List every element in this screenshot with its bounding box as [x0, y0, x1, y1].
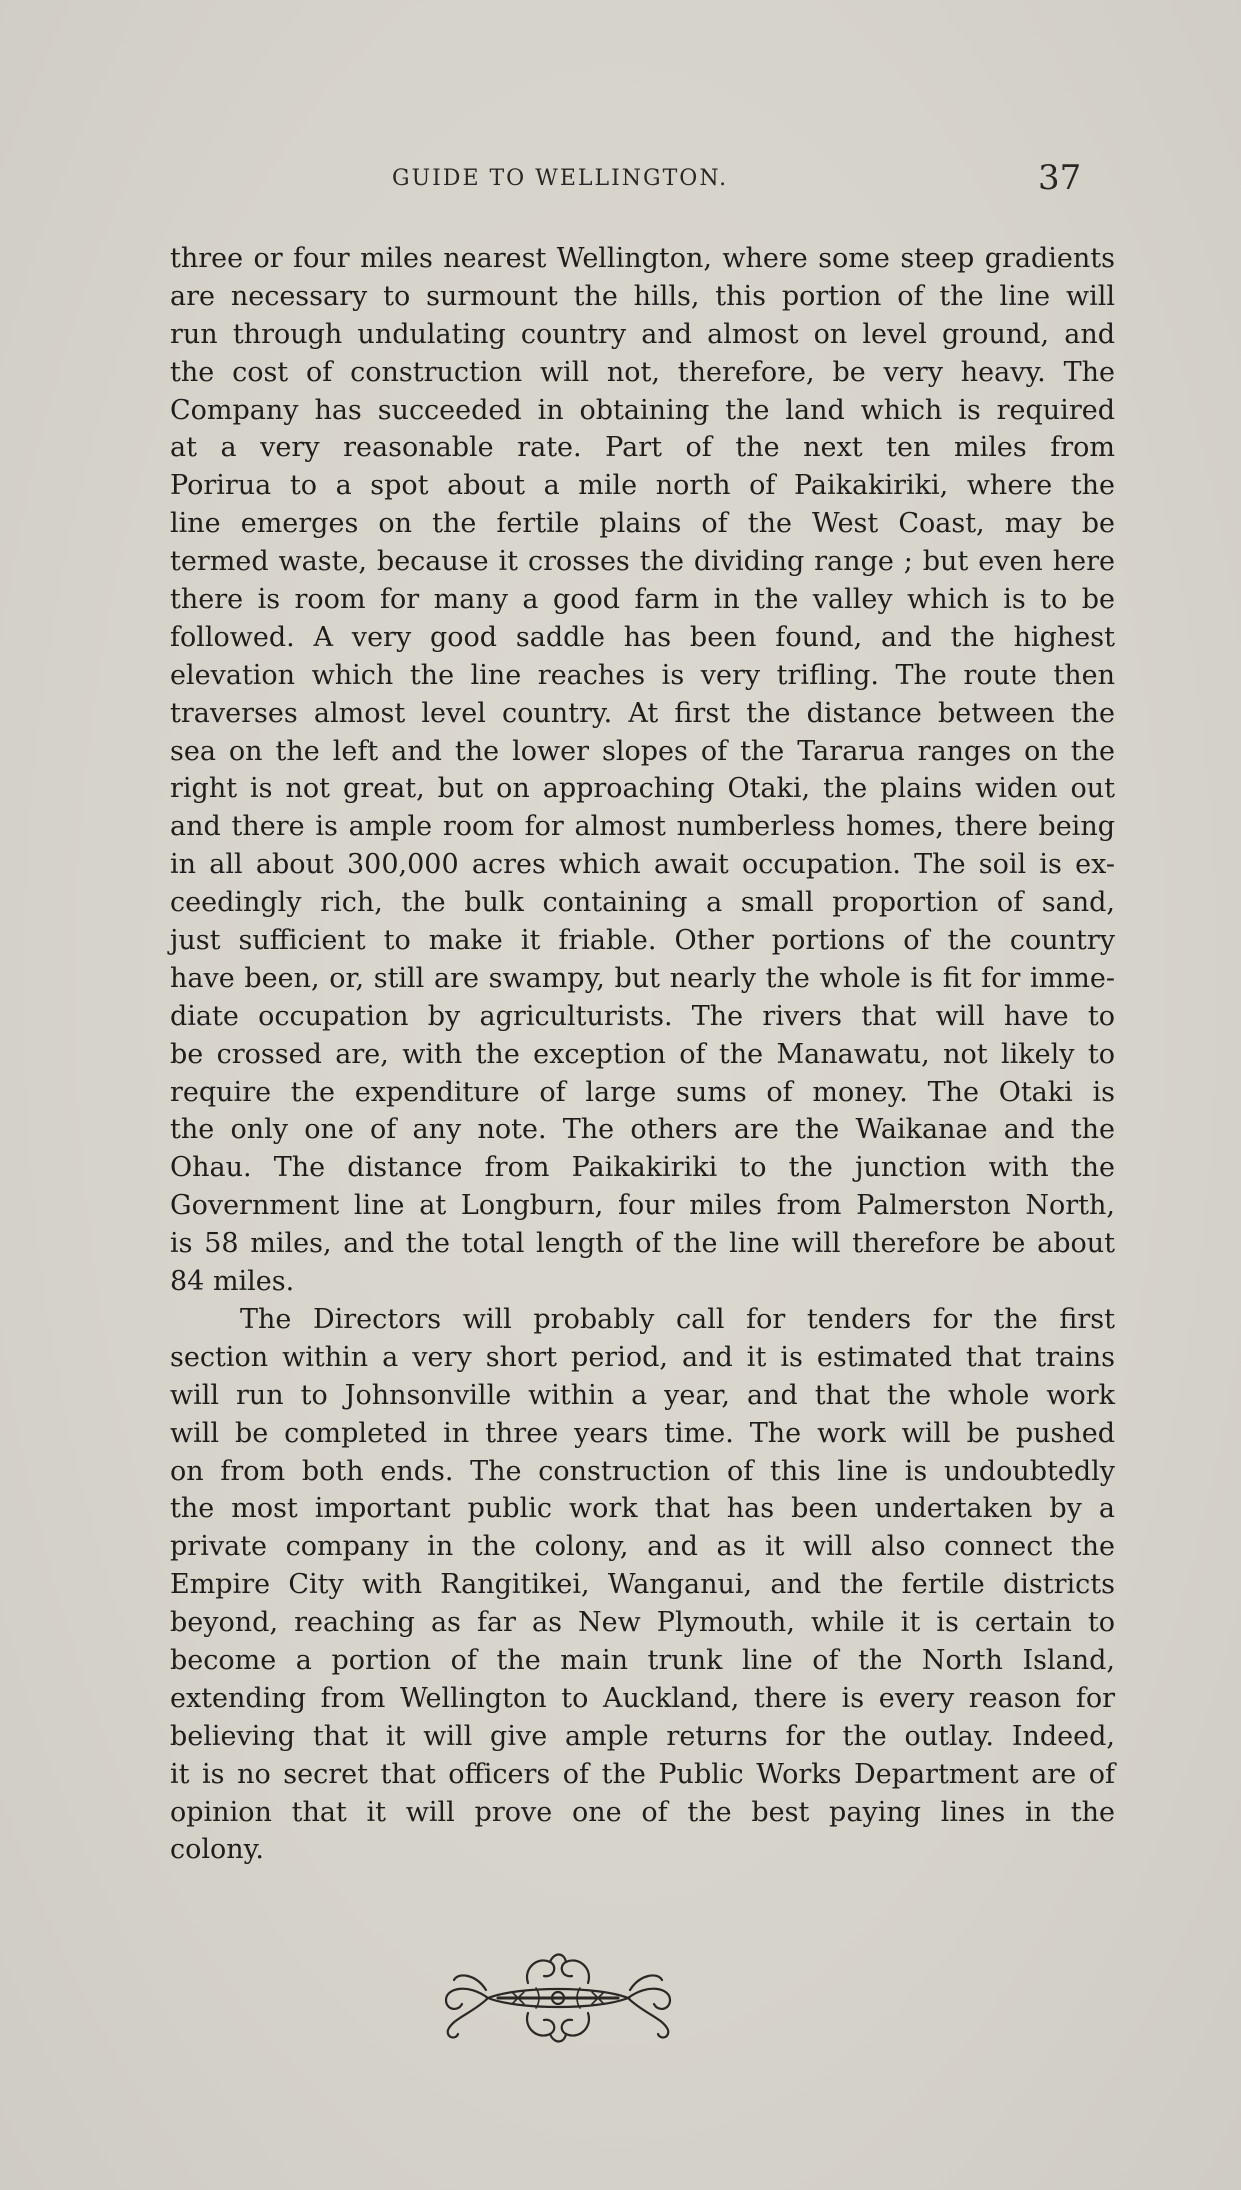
text-line: are necessary to surmount the hills, this portion of the line will — [170, 280, 1115, 312]
text-line: Ohau. The distance from Paikakiriki to the junction with the — [170, 1152, 1115, 1184]
text-line: three or four miles nearest Wellington, where some steep gradients — [170, 243, 1115, 274]
running-title: GUIDE TO WELLINGTON. — [392, 166, 729, 191]
text-line: require the expenditure of large sums of money. The Otaki is — [170, 1076, 1115, 1108]
text-line: followed. A very good saddle has been found, and the highest — [170, 621, 1115, 653]
text-line: private company in the colony, and as it will also connect the — [170, 1531, 1115, 1563]
text-line: is 58 miles, and the total length of the line will therefore be about — [170, 1228, 1115, 1260]
text-line: traverses almost level country. At first the distance between the — [170, 697, 1115, 729]
text-line: in all about 300,000 acres which await occupation. The soil is ex- — [170, 849, 1115, 881]
text-line: there is room for many a good farm in the valley which is to be — [170, 584, 1115, 616]
text-line: colony. — [170, 1834, 264, 1866]
text-line: will be completed in three years time. The work will be pushed — [170, 1417, 1115, 1449]
text-line: the only one of any note. The others are the Waikanae and the — [170, 1114, 1115, 1146]
text-line: ceedingly rich, the bulk containing a small proportion of sand, — [170, 887, 1115, 919]
text-line: termed waste, because it crosses the dividing range ; but even here — [170, 546, 1115, 578]
text-line: Porirua to a spot about a mile north of Paikakiriki, where the — [170, 470, 1115, 502]
text-line: the most important public work that has been undertaken by a — [170, 1493, 1115, 1525]
text-line: just sufficient to make it friable. Other portions of the country — [170, 925, 1115, 957]
text-line: line emerges on the fertile plains of the West Coast, may be — [170, 508, 1115, 540]
text-line: have been, or, still are swampy, but nearly the whole is fit for imme- — [170, 962, 1115, 994]
text-line: be crossed are, with the exception of the Manawatu, not likely to — [170, 1038, 1115, 1070]
text-line: will run to Johnsonville within a year, and that the whole work — [170, 1379, 1115, 1411]
text-line: and there is ample room for almost numberless homes, there being — [170, 811, 1115, 843]
text-line: the cost of construction will not, therefore, be very heavy. The — [170, 356, 1115, 388]
text-line: sea on the left and the lower slopes of the Tararua ranges on the — [170, 735, 1115, 767]
text-line: 84 miles. — [170, 1266, 295, 1298]
text-line: section within a very short period, and it is estimated that trains — [170, 1341, 1115, 1373]
text-line: opinion that it will prove one of the best paying lines in the — [170, 1796, 1115, 1828]
text-line: it is no secret that officers of the Public Works Department are of — [170, 1758, 1115, 1790]
text-line: on from both ends. The construction of this line is undoubtedly — [170, 1455, 1115, 1487]
text-line: extending from Wellington to Auckland, there is every reason for — [170, 1682, 1115, 1714]
body-text — [170, 240, 1115, 1869]
text-line: beyond, reaching as far as New Plymouth, while it is certain to — [170, 1607, 1115, 1639]
text-line: right is not great, but on approaching Otaki, the plains widen out — [170, 773, 1115, 805]
text-line: Empire City with Rangitikei, Wanganui, and the fertile districts — [170, 1569, 1115, 1601]
decorative-tailpiece-icon — [428, 1938, 688, 2058]
text-line: at a very reasonable rate. Part of the next ten miles from — [170, 432, 1115, 464]
text-line: Company has succeeded in obtaining the land which is required — [170, 394, 1115, 426]
text-line: elevation which the line reaches is very trifling. The route then — [170, 659, 1115, 691]
text-line: believing that it will give ample returns for the outlay. Indeed, — [170, 1720, 1115, 1752]
page-header — [0, 158, 1241, 208]
text-line: become a portion of the main trunk line of the North Island, — [170, 1644, 1115, 1676]
text-line: Government line at Longburn, four miles from Palmerston North, — [170, 1190, 1115, 1222]
text-line: The Directors will probably call for tenders for the first — [240, 1303, 1115, 1335]
text-line: run through undulating country and almost on level ground, and — [170, 318, 1115, 350]
page-number: 37 — [1038, 158, 1082, 198]
text-line: diate occupation by agriculturists. The rivers that will have to — [170, 1000, 1115, 1032]
